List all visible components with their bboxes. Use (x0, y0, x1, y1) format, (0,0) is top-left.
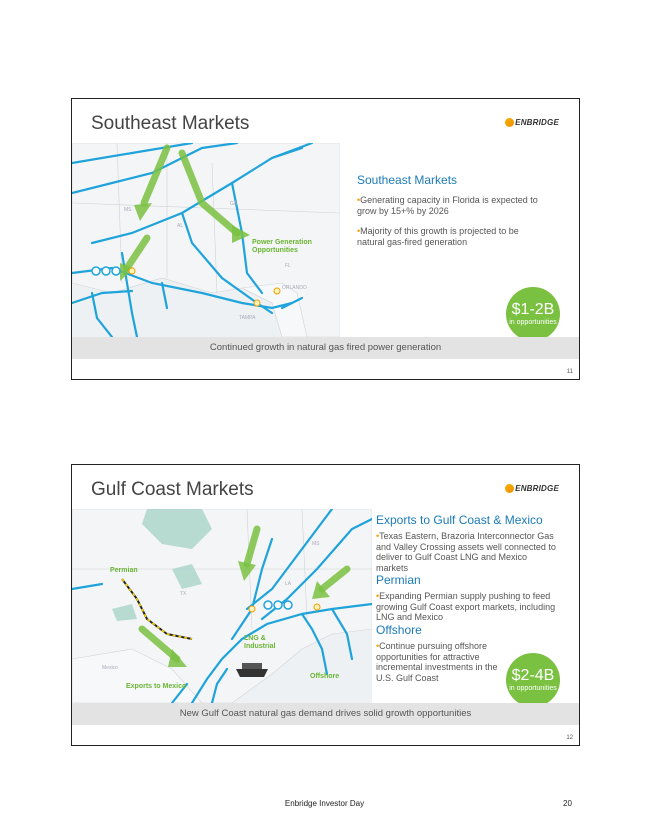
slide-southeast-markets (71, 98, 580, 380)
state-label: MS (312, 541, 320, 547)
enbridge-logo: ENBRIDGE (505, 484, 559, 493)
state-label: Mexico (102, 665, 118, 671)
bullet-item: •Generating capacity in Florida is expected to grow by 15+% by 2026 (357, 195, 538, 216)
state-label: TAMPA (239, 315, 256, 321)
enbridge-mark-icon (505, 484, 514, 493)
state-label: ORLANDO (282, 285, 307, 291)
section-heading: Exports to Gulf Coast & Mexico (376, 513, 543, 527)
bullet-item: •Continue pursuing offshore opportunities for attractive incremental investments in the U.S. Gulf Coast (376, 641, 498, 683)
state-label: TX (180, 591, 187, 597)
offshore-label: Offshore (310, 673, 340, 680)
enbridge-mark-icon (505, 118, 514, 127)
power-generation-label: Power Generation Opportunities (252, 239, 312, 254)
document-page-number: 20 (563, 799, 572, 808)
slide-page-number: 11 (566, 369, 573, 375)
summary-banner: Continued growth in natural gas fired power generation (72, 337, 579, 359)
state-label: GA (230, 201, 238, 207)
opportunity-badge: $2-4B in opportunities (506, 653, 560, 707)
panel-heading: Southeast Markets (357, 173, 458, 187)
state-label: MS (124, 207, 132, 213)
slide-title: Gulf Coast Markets (91, 479, 254, 500)
summary-banner: New Gulf Coast natural gas demand drives solid growth opportunities (72, 703, 579, 725)
bullet-item: •Expanding Permian supply pushing to feed growing Gulf Coast export markets, including LNG and Mexico (376, 591, 556, 622)
lng-industrial-label: LNG & Industrial (244, 635, 276, 650)
bullet-item: •Majority of this growth is projected to be natural gas-fired generation (357, 226, 519, 247)
section-heading: Offshore (376, 623, 422, 637)
permian-label: Permian (110, 567, 138, 574)
opportunity-badge: $1-2B in opportunities (506, 287, 560, 341)
bullet-item: •Texas Eastern, Brazoria Interconnector Gas and Valley Crossing assets well connected to deliver to Gulf Coast LNG and Mexico markets (376, 531, 556, 573)
state-label: AL (177, 223, 184, 229)
document-footer: Enbridge Investor Day (284, 799, 365, 808)
slide-title: Southeast Markets (91, 113, 250, 134)
section-heading: Permian (376, 573, 421, 587)
southeast-map (72, 143, 340, 337)
state-label: LA (285, 581, 292, 587)
gulf-coast-map (72, 509, 372, 703)
enbridge-logo: ENBRIDGE (505, 118, 559, 127)
state-label: FL (285, 263, 291, 269)
slide-page-number: 12 (566, 735, 573, 741)
exports-to-mexico-label: Exports to Mexico (126, 683, 187, 690)
slide-gulf-coast-markets (71, 464, 580, 746)
